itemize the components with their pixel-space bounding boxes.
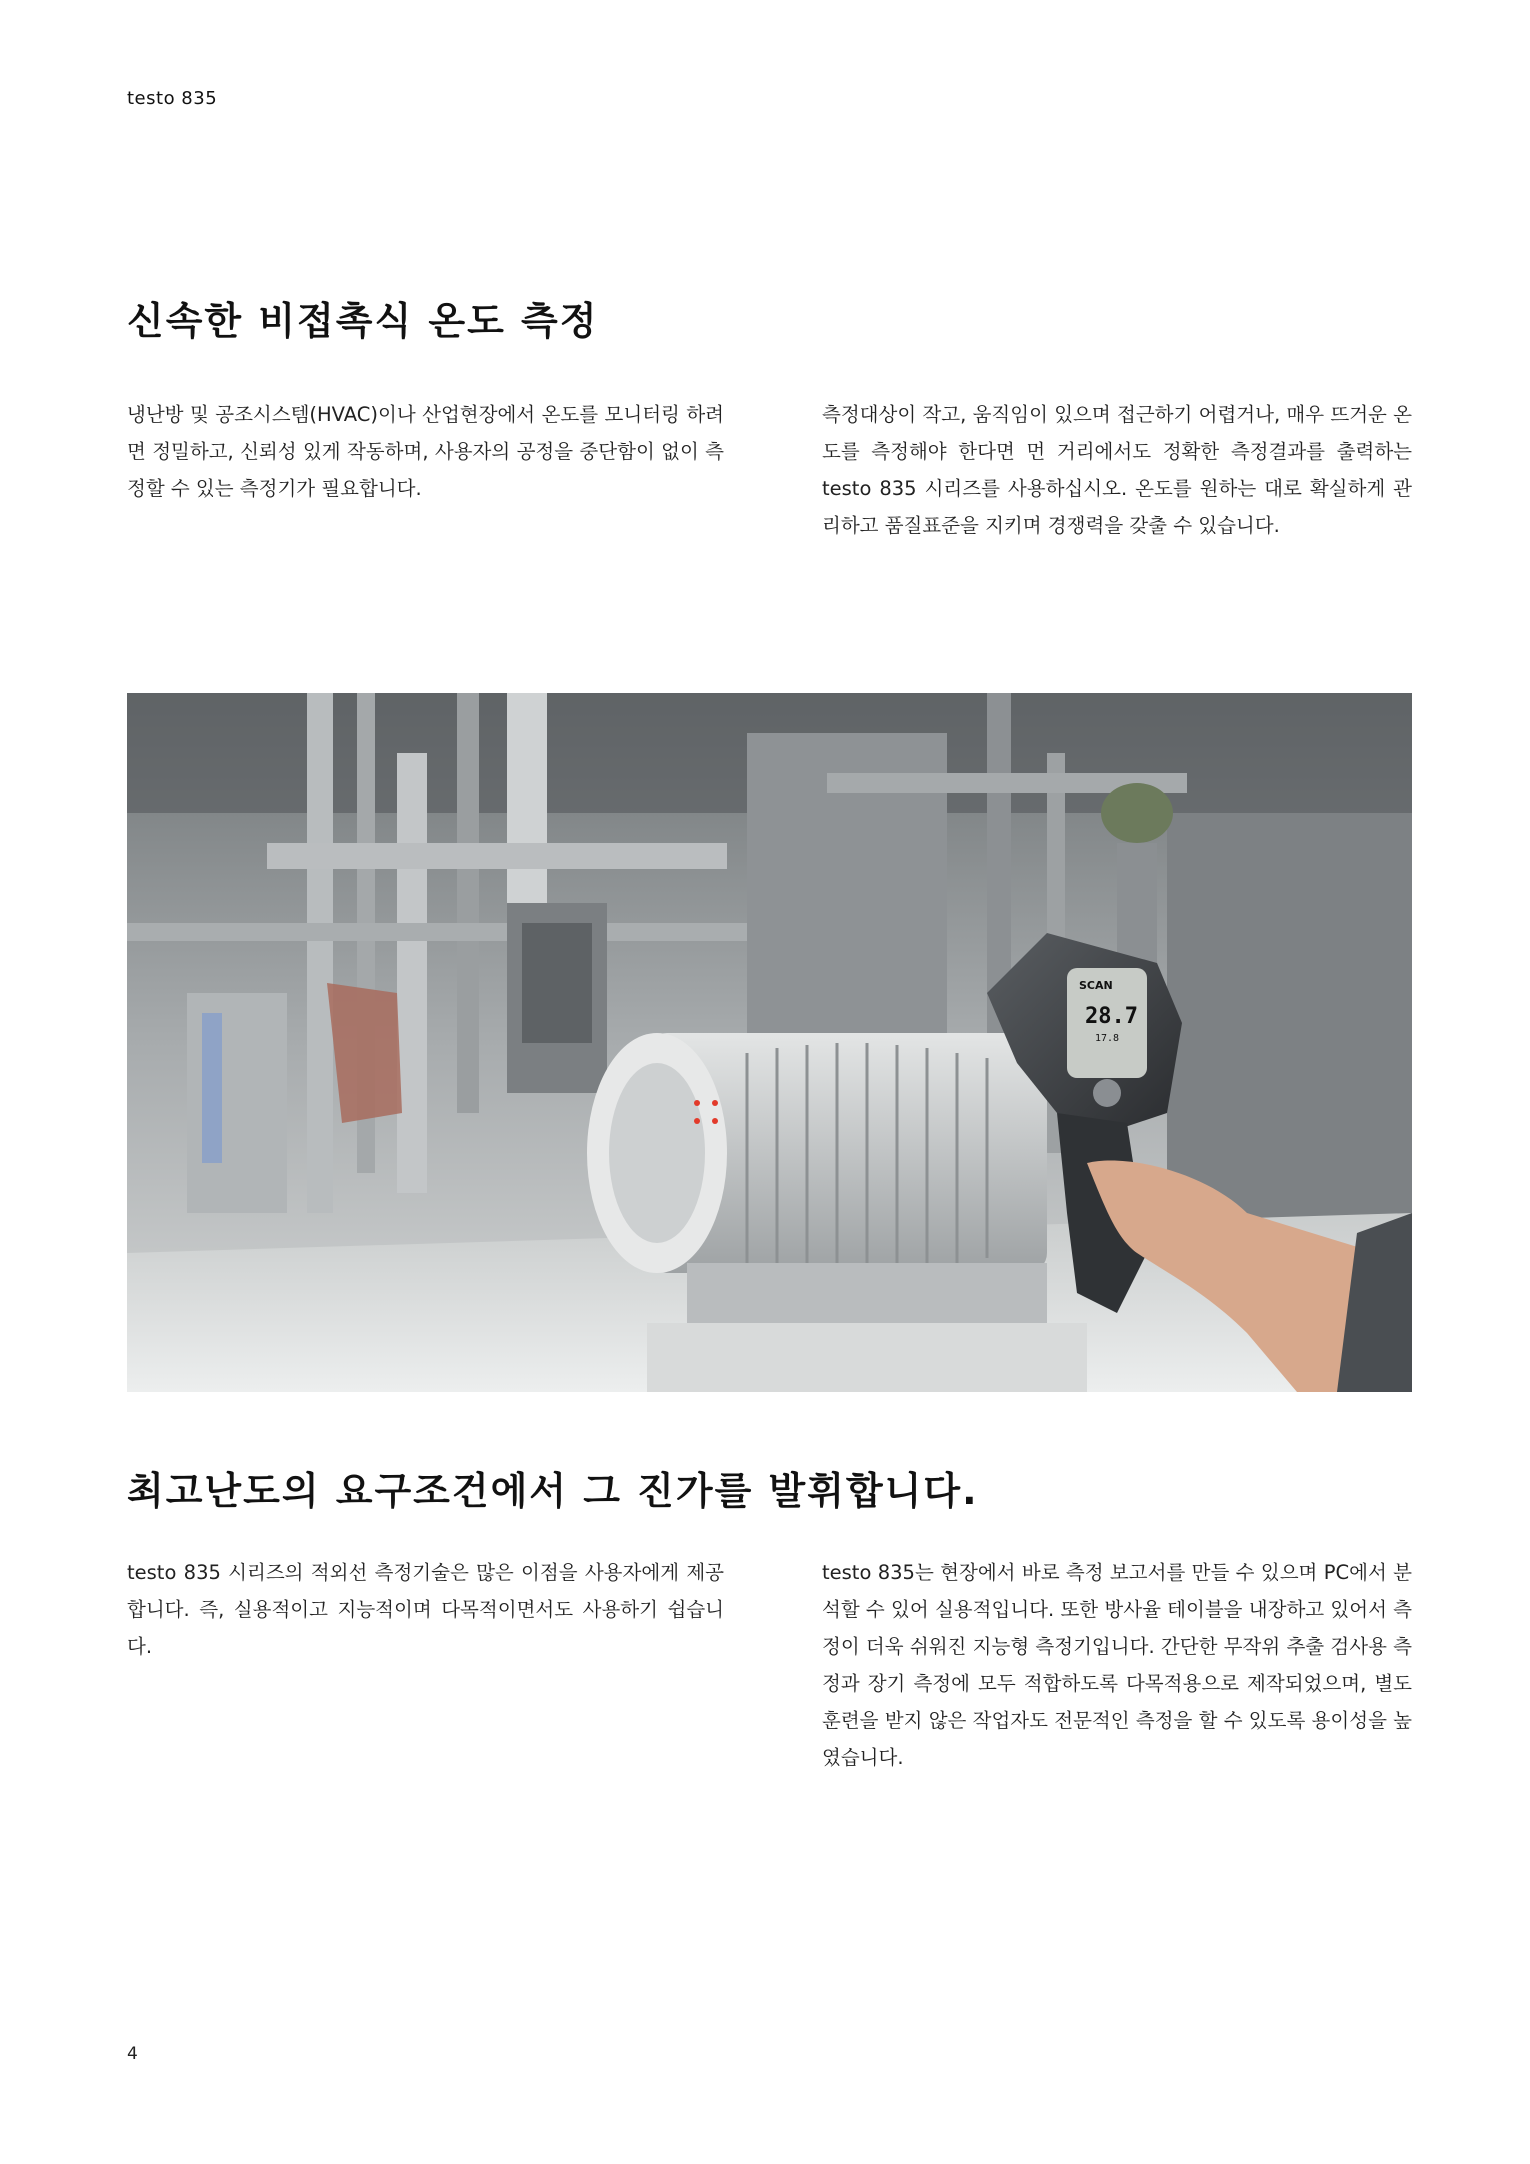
device-reading-text: 28.7 xyxy=(1085,1004,1138,1029)
benefits-paragraph-right: testo 835는 현장에서 바로 측정 보고서를 만들 수 있으며 PC에서 분석할 수 있어 실용적입니다. 또한 방사율 테이블을 내장하고 있어서 측정이 더욱 쉬워진 지능형 측정기입니다. 간단한 무작위 추출 검사용 측정과 장기 측정에 모두 적합하도록 다목적용으로 제작되었으며, 별도 훈련을 받지 않은 작업자도 전문적인 측정을 할 수 있도록 용이성을 높였습니다. xyxy=(822,1561,1412,1769)
benefits-paragraph-left: testo 835 시리즈의 적외선 측정기술은 많은 이점을 사용자에게 제공합니다. 즉, 실용적이고 지능적이며 다목적이면서도 사용하기 쉽습니다. xyxy=(127,1561,724,1658)
industrial-photo xyxy=(127,693,1412,1392)
intro-paragraph-right: 측정대상이 작고, 움직임이 있으며 접근하기 어렵거나, 매우 뜨거운 온도를 측정해야 한다면 먼 거리에서도 정확한 측정결과를 출력하는 testo 835 시리즈를 사용하십시오. 온도를 원하는 대로 확실하게 관리하고 품질표준을 지키며 경쟁력을 갖출 수 있습니다. xyxy=(822,403,1412,537)
page-number: 4 xyxy=(127,2044,138,2064)
device-secondary-text: 17.8 xyxy=(1095,1033,1120,1044)
section-title-performance: 최고난도의 요구조건에서 그 진가를 발휘합니다. xyxy=(127,1469,979,1513)
intro-paragraph-left: 냉난방 및 공조시스템(HVAC)이나 산업현장에서 온도를 모니터링 하려면 정밀하고, 신뢰성 있게 작동하며, 사용자의 공정을 중단함이 없이 측정할 수 있는 측정기가 필요합니다. xyxy=(127,403,724,500)
brand-header: testo 835 xyxy=(127,88,218,109)
device-mode-text: SCAN xyxy=(1079,979,1113,992)
section-title-contactless: 신속한 비접촉식 온도 측정 xyxy=(127,299,599,343)
